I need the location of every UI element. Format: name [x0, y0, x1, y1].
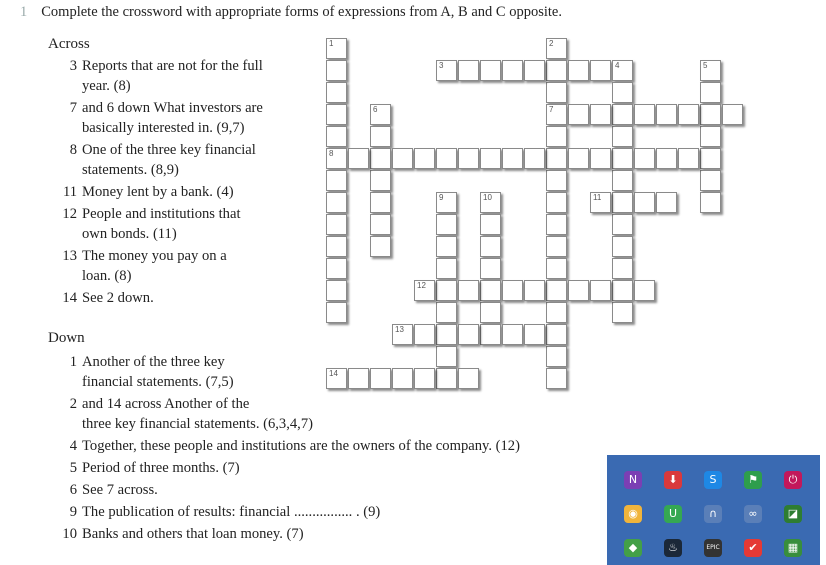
across-clue-number: 12	[62, 206, 77, 222]
crossword-cell[interactable]	[546, 214, 567, 235]
onenote-icon[interactable]: N	[624, 471, 642, 489]
cell-number: 13	[395, 325, 404, 334]
down-clue-number: 5	[69, 460, 77, 476]
crossword-cell[interactable]	[546, 368, 567, 389]
crossword-cell[interactable]	[634, 148, 655, 169]
crossword-cell[interactable]	[326, 170, 347, 191]
crossword-cell[interactable]	[524, 60, 545, 81]
across-clue-text: basically interested in. (9,7)	[82, 120, 245, 136]
crossword-cell[interactable]	[546, 236, 567, 257]
crossword-cell[interactable]	[612, 148, 633, 169]
crossword-cell[interactable]	[370, 126, 391, 147]
crossword-cell[interactable]	[612, 60, 633, 81]
uplay-icon[interactable]: U	[664, 505, 682, 523]
crossword-cell[interactable]	[524, 324, 545, 345]
crossword-cell[interactable]	[656, 104, 677, 125]
cell-number: 9	[439, 193, 444, 202]
crossword-cell[interactable]	[590, 60, 611, 81]
down-clue-text: Another of the three key	[82, 354, 225, 370]
download-icon[interactable]: ⬇	[664, 471, 682, 489]
crossword-cell[interactable]	[546, 104, 567, 125]
crossword-cell[interactable]	[546, 302, 567, 323]
crossword-cell[interactable]	[458, 148, 479, 169]
across-clue	[55, 98, 315, 138]
crossword-cell[interactable]	[524, 148, 545, 169]
crossword-cell[interactable]	[656, 148, 677, 169]
across-clue-text: See 2 down.	[82, 290, 154, 306]
down-clue	[55, 480, 675, 500]
down-clue	[55, 394, 675, 434]
crossword-cell[interactable]	[326, 104, 347, 125]
down-clue-number: 10	[62, 526, 77, 542]
crossword-cell[interactable]	[414, 280, 435, 301]
crossword-cell[interactable]	[502, 60, 523, 81]
nvidia-icon[interactable]: ◪	[784, 505, 802, 523]
crossword-cell[interactable]	[392, 148, 413, 169]
power-icon[interactable]: ⏻	[784, 471, 802, 489]
crossword-cell[interactable]	[436, 60, 457, 81]
down-clue-number: 4	[69, 438, 77, 454]
crossword-cell[interactable]	[370, 214, 391, 235]
down-clue-number: 1	[69, 354, 77, 370]
crossword-cell[interactable]	[436, 280, 457, 301]
crossword-cell[interactable]	[612, 82, 633, 103]
link-icon[interactable]: ∞	[744, 505, 762, 523]
crossword-cell[interactable]	[326, 126, 347, 147]
crossword-cell[interactable]	[458, 324, 479, 345]
crossword-cell[interactable]	[612, 280, 633, 301]
crossword-cell[interactable]	[436, 346, 457, 367]
crossword-cell[interactable]	[700, 148, 721, 169]
across-clue-text: The money you pay on a	[82, 248, 227, 264]
crossword-cell[interactable]	[480, 60, 501, 81]
down-clue-text: See 7 across.	[82, 482, 158, 498]
across-clue-number: 8	[69, 142, 77, 158]
crossword-cell[interactable]	[700, 60, 721, 81]
across-clue-number: 13	[62, 248, 77, 264]
crossword-cell[interactable]	[546, 192, 567, 213]
crossword-cell[interactable]	[700, 126, 721, 147]
crossword-cell[interactable]	[722, 104, 743, 125]
down-clue-text: Banks and others that loan money. (7)	[82, 526, 304, 542]
crossword-cell[interactable]	[436, 192, 457, 213]
across-title: Across	[48, 36, 90, 52]
crossword-cell[interactable]	[480, 236, 501, 257]
across-clue	[55, 140, 315, 180]
crossword-cell[interactable]	[568, 104, 589, 125]
crossword-cell[interactable]	[414, 324, 435, 345]
crossword-cell[interactable]	[700, 192, 721, 213]
across-clue-text: loan. (8)	[82, 268, 132, 284]
crossword-cell[interactable]	[634, 280, 655, 301]
cell-number: 7	[549, 105, 554, 114]
crossword-cell[interactable]	[436, 148, 457, 169]
steam-icon[interactable]: ♨	[664, 539, 682, 557]
crossword-cell[interactable]	[392, 324, 413, 345]
crossword-cell[interactable]	[480, 302, 501, 323]
across-clue-number: 7	[69, 100, 77, 116]
down-clue-number: 2	[69, 396, 77, 412]
across-clue-text: Money lent by a bank. (4)	[82, 184, 234, 200]
cell-number: 5	[703, 61, 708, 70]
crossword-cell[interactable]	[502, 148, 523, 169]
crossword-cell[interactable]	[348, 368, 369, 389]
crossword-cell[interactable]	[458, 60, 479, 81]
across-clue-number: 14	[62, 290, 77, 306]
crossword-cell[interactable]	[568, 280, 589, 301]
crossword-cell[interactable]	[502, 280, 523, 301]
crossword-cell[interactable]	[612, 126, 633, 147]
exercise-heading	[20, 4, 562, 21]
crossword-cell[interactable]	[480, 192, 501, 213]
crossword-cell[interactable]	[546, 170, 567, 191]
crossword-cell[interactable]	[612, 192, 633, 213]
across-clue-number: 3	[69, 58, 77, 74]
across-clue-text: own bonds. (11)	[82, 226, 177, 242]
crossword-cell[interactable]	[370, 148, 391, 169]
crossword-cell[interactable]	[612, 104, 633, 125]
down-clue-text: and 14 across Another of the	[82, 396, 250, 412]
across-clue-text: One of the three key financial	[82, 142, 256, 158]
across-clue-text: year. (8)	[82, 78, 131, 94]
crossword-cell[interactable]	[458, 368, 479, 389]
crossword-cell[interactable]	[546, 38, 567, 59]
crossword-cell[interactable]	[546, 148, 567, 169]
crossword-cell[interactable]	[590, 148, 611, 169]
crossword-cell[interactable]	[370, 170, 391, 191]
exercise-number: 1	[20, 4, 28, 20]
cell-number: 2	[549, 39, 554, 48]
media-icon[interactable]: ◉	[624, 505, 642, 523]
crossword-cell[interactable]	[700, 82, 721, 103]
crossword-cell[interactable]	[524, 280, 545, 301]
crossword-cell[interactable]	[370, 368, 391, 389]
crossword-cell[interactable]	[612, 302, 633, 323]
cell-number: 12	[417, 281, 426, 290]
crossword-cell[interactable]	[392, 368, 413, 389]
crossword-cell[interactable]	[678, 104, 699, 125]
across-clue-text: Reports that are not for the full	[82, 58, 263, 74]
crossword-cell[interactable]	[326, 302, 347, 323]
crossword-cell[interactable]	[326, 60, 347, 81]
cell-number: 6	[373, 105, 378, 114]
across-clue	[55, 204, 315, 244]
cell-number: 8	[329, 149, 334, 158]
crossword-cell[interactable]	[480, 258, 501, 279]
crossword-cell[interactable]	[612, 170, 633, 191]
crossword-cell[interactable]	[414, 148, 435, 169]
crossword-cell[interactable]	[326, 214, 347, 235]
crossword-cell[interactable]	[458, 280, 479, 301]
crossword-cell[interactable]	[326, 258, 347, 279]
across-clue	[55, 246, 315, 286]
crossword-cell[interactable]	[612, 258, 633, 279]
cell-number: 4	[615, 61, 620, 70]
crossword-cell[interactable]	[370, 192, 391, 213]
crossword-cell[interactable]	[634, 192, 655, 213]
crossword-cell[interactable]	[568, 60, 589, 81]
razer-icon[interactable]: ◆	[624, 539, 642, 557]
crossword-cell[interactable]	[436, 214, 457, 235]
crossword-cell[interactable]	[700, 170, 721, 191]
down-clue-text: three key financial statements. (6,3,4,7)	[82, 416, 313, 432]
across-clue-text: People and institutions that	[82, 206, 241, 222]
crossword-cell[interactable]	[436, 236, 457, 257]
headset-icon[interactable]: ∩	[704, 505, 722, 523]
checkmark-icon[interactable]: ✔	[744, 539, 762, 557]
down-title: Down	[48, 330, 85, 346]
down-clue	[55, 458, 675, 478]
crossword-cell[interactable]	[546, 82, 567, 103]
cell-number: 3	[439, 61, 444, 70]
across-clue-text: statements. (8,9)	[82, 162, 179, 178]
cell-number: 10	[483, 193, 492, 202]
crossword-cell[interactable]	[480, 214, 501, 235]
system-tray-overflow	[607, 455, 820, 565]
cell-number: 1	[329, 39, 334, 48]
crossword-cell[interactable]	[326, 148, 347, 169]
cell-number: 11	[593, 193, 602, 202]
across-clue-number: 11	[62, 184, 77, 200]
crossword-cell[interactable]	[326, 280, 347, 301]
crossword-cell[interactable]	[568, 148, 589, 169]
across-clue	[55, 288, 315, 308]
crossword-cell[interactable]	[436, 258, 457, 279]
down-clue-text: Together, these people and institutions are the owners of the company. (12)	[82, 438, 520, 454]
skype-icon[interactable]: S	[704, 471, 722, 489]
crossword-cell[interactable]	[326, 192, 347, 213]
down-clue-number: 6	[69, 482, 77, 498]
crossword-cell[interactable]	[436, 302, 457, 323]
network-icon[interactable]: ⚑	[744, 471, 762, 489]
crossword-cell[interactable]	[326, 236, 347, 257]
crossword-cell[interactable]	[370, 236, 391, 257]
crossword-cell[interactable]	[480, 148, 501, 169]
crossword-cell[interactable]	[678, 148, 699, 169]
crossword-cell[interactable]	[414, 368, 435, 389]
crossword-cell[interactable]	[546, 324, 567, 345]
crossword-cell[interactable]	[612, 236, 633, 257]
epic-games-icon[interactable]: EPIC	[704, 539, 722, 557]
across-clue	[55, 56, 315, 96]
crossword-cell[interactable]	[700, 104, 721, 125]
across-clue-text: and 6 down What investors are	[82, 100, 263, 116]
crossword-cell[interactable]	[590, 280, 611, 301]
down-clue-text: Period of three months. (7)	[82, 460, 240, 476]
down-clue-text: financial statements. (7,5)	[82, 374, 234, 390]
cell-number: 14	[329, 369, 338, 378]
crossword-cell[interactable]	[546, 280, 567, 301]
crossword-cell[interactable]	[436, 368, 457, 389]
crossword-cell[interactable]	[634, 104, 655, 125]
crossword-cell[interactable]	[326, 38, 347, 59]
crossword-cell[interactable]	[656, 192, 677, 213]
down-clue-number: 9	[69, 504, 77, 520]
crossword-cell[interactable]	[546, 126, 567, 147]
down-clue-text: The publication of results: financial ................ . (9)	[82, 504, 381, 520]
crossword-cell[interactable]	[546, 258, 567, 279]
crossword-cell[interactable]	[348, 148, 369, 169]
crossword-cell[interactable]	[590, 192, 611, 213]
crossword-cell[interactable]	[436, 324, 457, 345]
down-clue	[55, 524, 675, 544]
exercise-instruction: Complete the crossword with appropriate forms of expressions from A, B and C opposite.	[41, 4, 562, 20]
crossword-cell[interactable]	[612, 214, 633, 235]
crossword-cell[interactable]	[546, 60, 567, 81]
crossword-cell[interactable]	[502, 324, 523, 345]
down-clue	[55, 502, 675, 522]
down-clue	[55, 436, 675, 456]
crossword-cell[interactable]	[480, 280, 501, 301]
across-clue	[55, 182, 315, 202]
crossword-cell[interactable]	[370, 104, 391, 125]
crossword-cell[interactable]	[480, 324, 501, 345]
gpu-icon[interactable]: ▦	[784, 539, 802, 557]
crossword-cell[interactable]	[326, 82, 347, 103]
crossword-cell[interactable]	[546, 346, 567, 367]
crossword-cell[interactable]	[590, 104, 611, 125]
crossword-cell[interactable]	[326, 368, 347, 389]
